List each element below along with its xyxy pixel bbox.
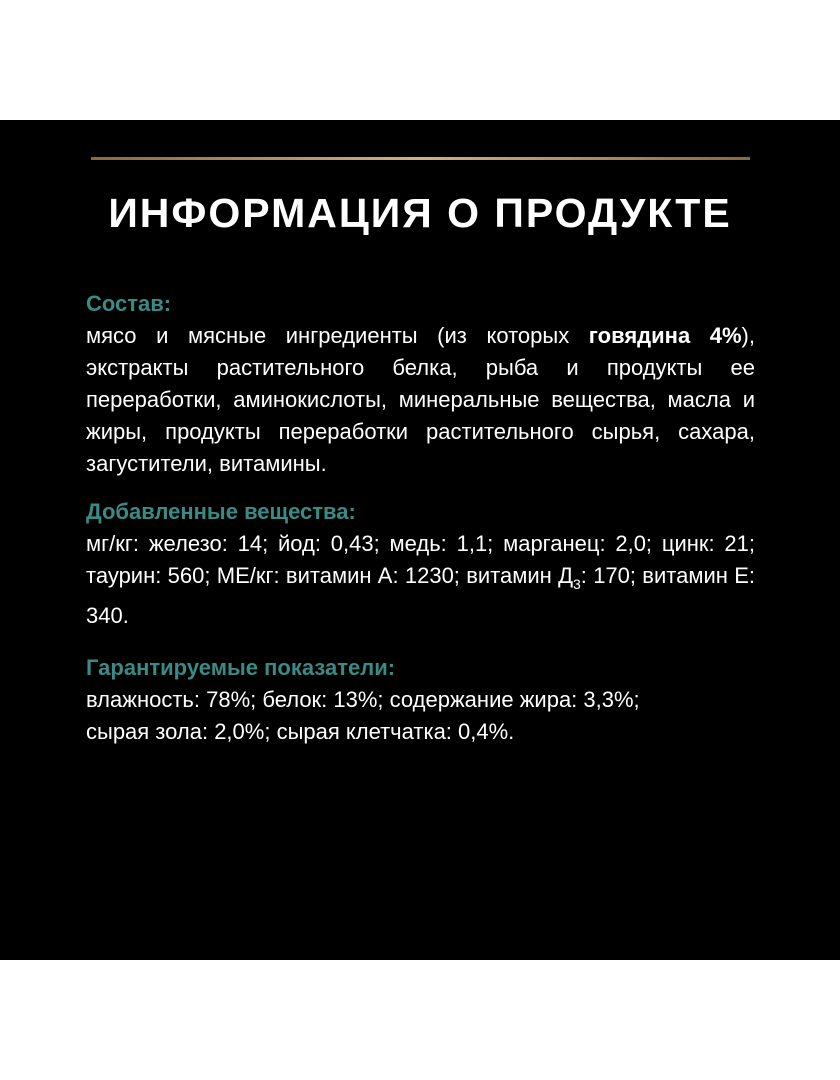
guaranteed-section bbox=[86, 652, 755, 748]
page-title: ИНФОРМАЦИЯ О ПРОДУКТЕ bbox=[108, 190, 732, 236]
composition-text bbox=[86, 320, 755, 480]
additives-text bbox=[86, 528, 755, 632]
composition-text-start: мясо и мясные ингредиенты (из которых bbox=[86, 323, 589, 348]
info-content bbox=[86, 288, 755, 748]
additives-heading: Добавленные вещества: bbox=[86, 499, 356, 524]
guaranteed-line-1: влажность: 78%; белок: 13%; содержание жира: 3,3%; bbox=[86, 687, 640, 712]
vitamin-d-subscript: 3 bbox=[573, 576, 581, 592]
product-info-panel bbox=[0, 120, 840, 960]
additives-text-end: : 170; витамин Е: 340. bbox=[86, 563, 755, 628]
guaranteed-heading: Гарантируемые показатели: bbox=[86, 655, 396, 680]
additives-text-start: мг/кг: железо: 14; йод: 0,43; медь: 1,1; марганец: 2,0; цинк: 21; таурин: 560; МЕ/кг: витамин А: 1230; витамин Д bbox=[86, 531, 755, 588]
composition-text-end: ), экстракты растительного белка, рыба и продукты ее переработки, аминокислоты, минеральные вещества, масла и жиры, продукты переработки растительного сырья, сахара, загустители, витамины. bbox=[86, 323, 755, 476]
gold-divider bbox=[91, 157, 750, 160]
guaranteed-line-2: сырая зола: 2,0%; сырая клетчатка: 0,4%. bbox=[86, 719, 515, 744]
composition-section bbox=[86, 288, 755, 480]
additives-section bbox=[86, 496, 755, 632]
composition-highlight: говядина 4% bbox=[588, 323, 742, 348]
composition-heading: Состав: bbox=[86, 291, 172, 316]
